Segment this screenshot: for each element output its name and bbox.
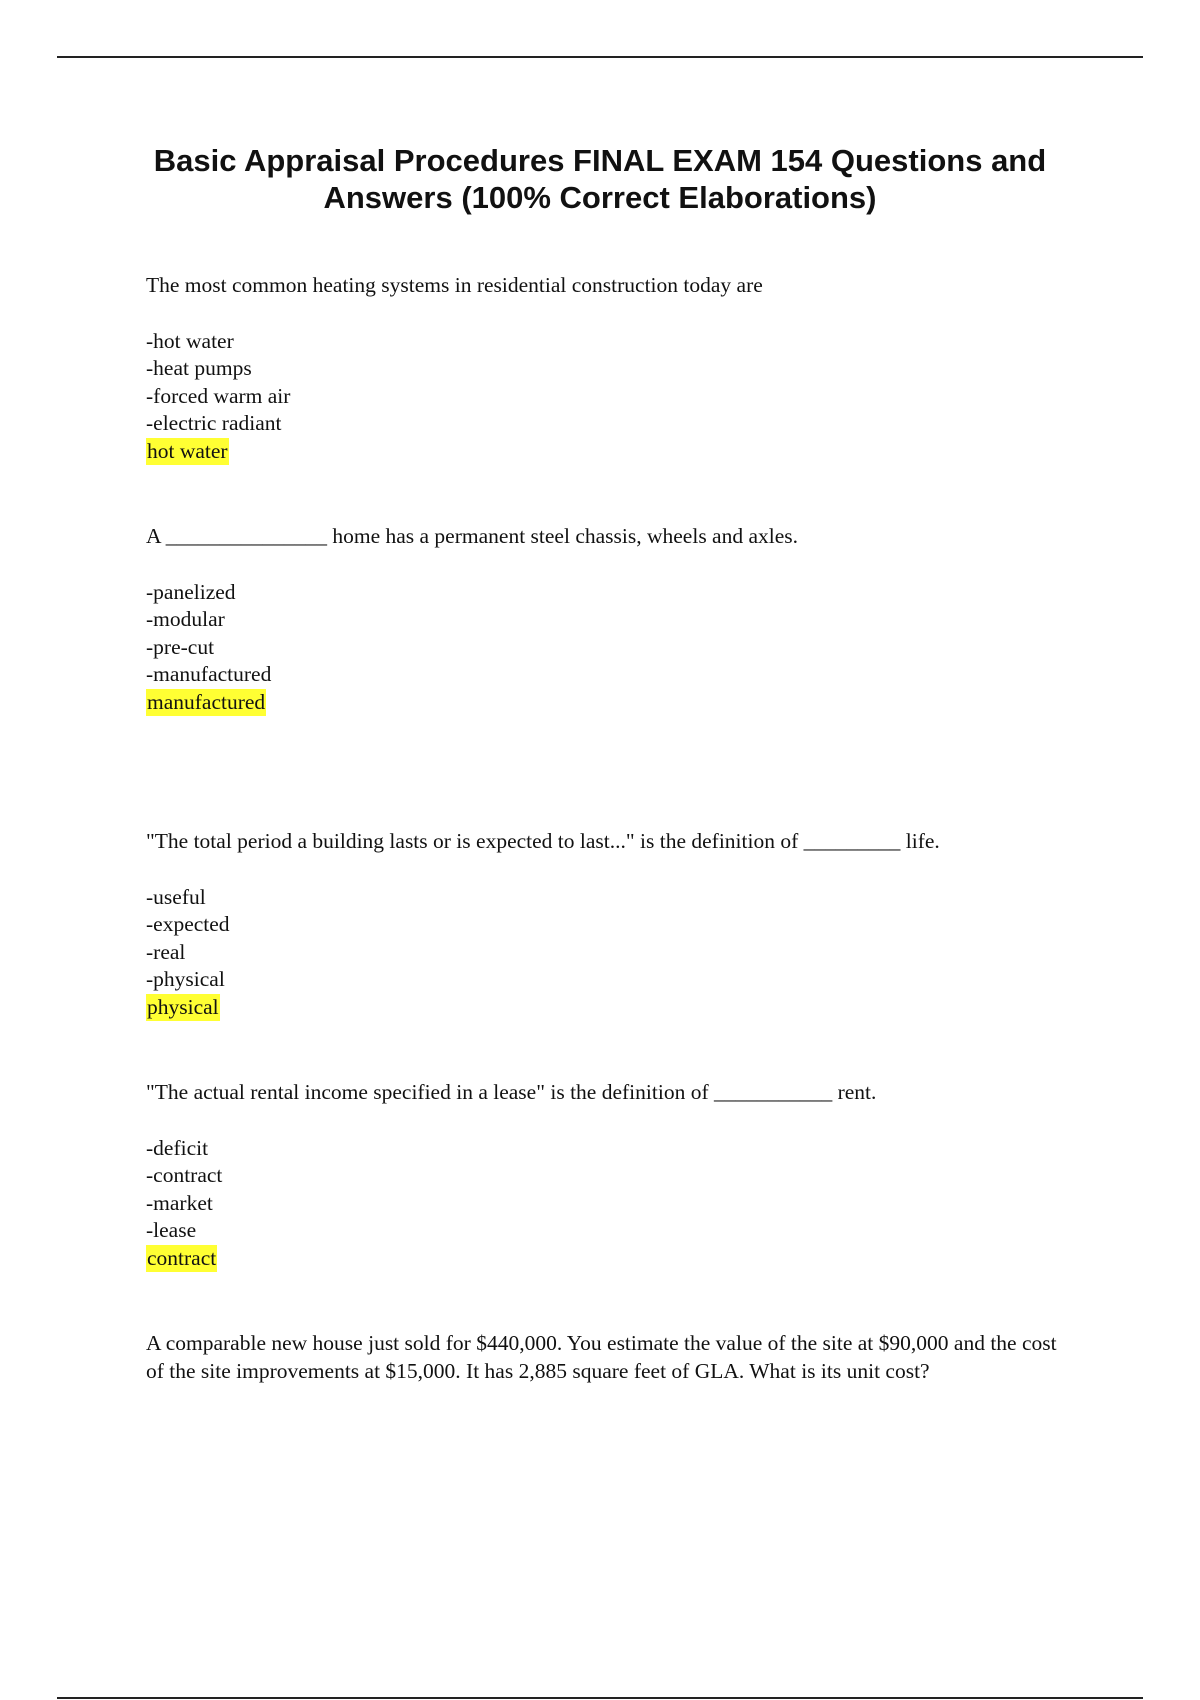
question-1	[146, 272, 1066, 465]
document-title: Basic Appraisal Procedures FINAL EXAM 154 Questions and Answers (100% Correct Elaborations)	[153, 143, 1047, 215]
option: -market	[146, 1190, 213, 1215]
option: -lease	[146, 1218, 197, 1242]
option: -physical	[146, 967, 225, 991]
option: -useful	[146, 884, 206, 909]
question-2	[146, 523, 1066, 716]
highlighted-answer: contract	[146, 1245, 217, 1273]
option-list	[146, 884, 1066, 994]
option: -real	[146, 939, 186, 964]
option: -deficit	[146, 1135, 209, 1160]
question-text: A _______________ home has a permanent steel chassis, wheels and axles.	[146, 524, 799, 548]
option: -forced warm air	[146, 383, 291, 408]
option-list	[146, 1135, 1066, 1245]
question-text: "The actual rental income specified in a lease" is the definition of ___________ rent.	[146, 1080, 877, 1104]
option: -hot water	[146, 328, 234, 353]
question-3	[146, 828, 1066, 1021]
highlighted-answer: physical	[146, 994, 220, 1022]
option: -expected	[146, 912, 230, 936]
header-rule	[57, 56, 1143, 58]
option: -contract	[146, 1163, 223, 1187]
option: -heat pumps	[146, 356, 252, 380]
question-text: "The total period a building lasts or is expected to last..." is the definition of _________ life.	[146, 829, 940, 853]
question-5	[146, 1330, 1066, 1385]
option: -manufactured	[146, 662, 272, 686]
option: -pre-cut	[146, 634, 215, 659]
question-text: A comparable new house just sold for $440,000. You estimate the value of the site at $90,000 and the cost of the site improvements at $15,000. It has 2,885 square feet of GLA. What is its unit cost?	[146, 1331, 1057, 1383]
highlighted-answer: manufactured	[146, 689, 266, 717]
question-4	[146, 1079, 1066, 1272]
question-text: The most common heating systems in residential construction today are	[146, 273, 763, 297]
question-list	[146, 272, 1066, 1385]
highlighted-answer: hot water	[146, 438, 229, 466]
option: -modular	[146, 607, 225, 631]
option: -panelized	[146, 579, 236, 604]
option-list	[146, 579, 1066, 689]
option-list	[146, 328, 1066, 438]
option: -electric radiant	[146, 411, 282, 435]
footer-rule	[57, 1697, 1143, 1699]
